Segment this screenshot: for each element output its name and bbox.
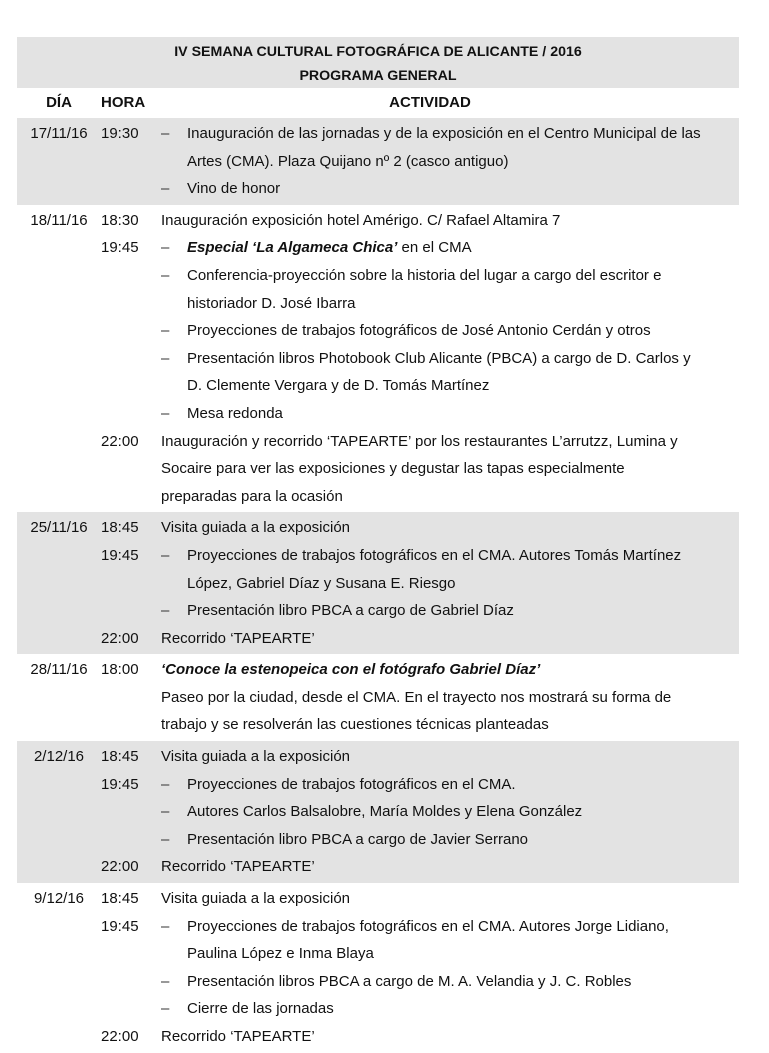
bullet-dash: – [161,1000,170,1018]
title-block [17,37,739,88]
day-cell: 28/11/16 [30,661,88,679]
day-group [17,118,739,205]
bullet-item [161,262,739,317]
activity-line: Visita guiada a la exposición [161,519,351,537]
table-row [17,625,739,653]
bullet-dash: – [161,349,170,367]
bullet-dash: – [161,546,170,564]
hour-cell: 19:45 [101,917,139,935]
activity-line: Inauguración exposición hotel Amérigo. C/ Rafael Altamira 7 [161,211,561,229]
hour-cell: 18:45 [101,519,139,537]
bullet-text [187,400,739,428]
activity-line: Presentación libro PBCA a cargo de Gabriel Díaz [187,602,514,620]
highlight-activity [161,656,739,684]
table-row [17,120,739,203]
hour-cell: 19:30 [101,125,139,142]
document-title: IV SEMANA CULTURAL FOTOGRÁFICA DE ALICANTE / 2016 [174,44,582,60]
bullet-item [161,968,739,996]
plain-activity [161,514,739,542]
bullet-item [161,995,739,1023]
activity-line: Artes (CMA). Plaza Quijano nº 2 (casco antiguo) [187,152,509,170]
day-cell: 9/12/16 [33,890,85,908]
bullet-dash: – [161,972,170,990]
table-row [17,656,739,739]
table-row [17,207,739,235]
activity-line: D. Clemente Vergara y de D. Tomás Martínez [187,377,490,395]
activity-line: Socaire para ver las exposiciones y degustar las tapas especialmente [161,460,625,478]
bullet-dash: – [161,180,170,198]
activity-line: Recorrido ‘TAPEARTE’ [161,1028,315,1045]
activity-text: en el CMA [397,239,472,257]
bullet-item [161,400,739,428]
plain-activity [161,1023,739,1051]
header-day: DÍA [46,94,72,111]
bullet-dash: – [161,266,170,284]
activity-line: Presentación libros Photobook Club Alicante (PBCA) a cargo de D. Carlos y [187,349,691,367]
activity-line: Proyecciones de trabajos fotográficos en el CMA. [187,775,516,793]
bullet-item [161,175,739,203]
activity-cell [161,743,739,771]
bullet-dash: – [161,602,170,620]
bullet-item [161,120,739,175]
activity-line: Paulina López e Inma Blaya [187,945,374,963]
activity-cell [161,428,739,511]
bullet-text [187,542,739,597]
day-group [17,512,739,654]
hour-cell: 22:00 [101,1028,139,1045]
day-group [17,883,739,1053]
activity-line: López, Gabriel Díaz y Susana E. Riesgo [187,574,456,592]
bullet-text [187,597,739,625]
hour-cell: 19:45 [101,546,139,564]
bullet-dash: – [161,917,170,935]
plain-activity [161,743,739,771]
day-group [17,654,739,741]
bullet-item [161,771,739,799]
activity-line: Presentación libros PBCA a cargo de M. A. Velandia y J. C. Robles [187,972,632,990]
table-row [17,1023,739,1051]
activity-line: historiador D. José Ibarra [187,294,356,312]
activity-line: Autores Carlos Balsalobre, María Moldes y Elena González [187,803,583,821]
bullet-text [187,826,739,854]
hour-cell: 22:00 [101,858,139,876]
activity-line [187,234,739,262]
plain-activity [161,853,739,881]
activity-line: Proyecciones de trabajos fotográficos en el CMA. Autores Jorge Lidiano, [187,917,669,935]
program-document [17,37,739,1053]
bullet-item [161,597,739,625]
activity-line: Paseo por la ciudad, desde el CMA. En el trayecto nos mostrará su forma de [161,688,672,706]
table-row [17,885,739,913]
activity-line: Inauguración y recorrido ‘TAPEARTE’ por los restaurantes L’arrutzz, Lumina y [161,432,678,450]
bullet-text [187,913,739,968]
bullet-text [187,262,739,317]
activity-line: Recorrido ‘TAPEARTE’ [161,629,315,647]
day-group [17,205,739,513]
activity-line: Vino de honor [187,180,281,198]
activity-line: Presentación libro PBCA a cargo de Javier Serrano [187,830,529,848]
activity-cell [161,207,739,235]
plain-activity [161,684,739,739]
table-row [17,234,739,427]
bullet-text [187,995,739,1023]
header-hour: HORA [101,94,146,111]
activity-cell [161,542,739,625]
bullet-item [161,317,739,345]
hour-cell: 18:00 [101,661,139,679]
bullet-item [161,542,739,597]
activity-cell [161,1023,739,1051]
plain-activity [161,207,739,235]
bullet-item [161,345,739,400]
hour-cell: 18:45 [101,748,139,766]
activity-line: Visita guiada a la exposición [161,890,351,908]
bullet-item [161,913,739,968]
day-group [17,741,739,883]
bullet-dash: – [161,239,170,257]
activity-line: ‘Conoce la estenopeica con el fotógrafo Gabriel Díaz’ [161,661,541,679]
plain-activity [161,428,739,511]
bullet-text [187,968,739,996]
day-cell: 17/11/16 [30,125,88,142]
table-row [17,743,739,771]
bullet-text [187,798,739,826]
activity-cell [161,625,739,653]
bullet-dash: – [161,125,170,142]
schedule-table [17,118,739,1053]
table-row [17,514,739,542]
table-row [17,853,739,881]
bullet-dash: – [161,322,170,340]
plain-activity [161,885,739,913]
plain-activity [161,625,739,653]
bullet-dash: – [161,775,170,793]
bullet-text [187,234,739,262]
activity-cell [161,234,739,427]
day-cell: 18/11/16 [30,211,88,229]
hour-cell: 18:30 [101,211,139,229]
activity-cell [161,913,739,1023]
activity-cell [161,853,739,881]
activity-line: preparadas para la ocasión [161,487,343,505]
bullet-item [161,234,739,262]
day-cell: 25/11/16 [30,519,88,537]
activity-line: Cierre de las jornadas [187,1000,334,1018]
activity-line: Mesa redonda [187,404,283,422]
activity-line: Visita guiada a la exposición [161,748,351,766]
hour-cell: 22:00 [101,629,139,647]
bullet-dash: – [161,830,170,848]
bullet-dash: – [161,404,170,422]
bullet-item [161,826,739,854]
activity-line: trabajo y se resolverán las cuestiones técnicas planteadas [161,716,549,734]
hour-cell: 18:45 [101,890,139,908]
emphasized-text: Especial ‘La Algameca Chica’ [187,239,398,257]
bullet-dash: – [161,803,170,821]
header-activity: ACTIVIDAD [389,94,471,111]
hour-cell: 22:00 [101,432,139,450]
bullet-text [187,771,739,799]
table-row [17,428,739,511]
activity-line: Recorrido ‘TAPEARTE’ [161,858,315,876]
bullet-text [187,345,739,400]
activity-line: Proyecciones de trabajos fotográficos en el CMA. Autores Tomás Martínez [187,546,682,564]
table-row [17,771,739,854]
table-row [17,913,739,1023]
activity-cell [161,514,739,542]
table-row [17,542,739,625]
activity-cell [161,771,739,854]
table-header [17,88,739,118]
bullet-text [187,175,739,203]
activity-cell [161,656,739,739]
hour-cell: 19:45 [101,239,139,257]
activity-line: Inauguración de las jornadas y de la exposición en el Centro Municipal de las [187,125,701,142]
document-subtitle: PROGRAMA GENERAL [299,68,457,84]
bullet-text [187,317,739,345]
hour-cell: 19:45 [101,775,139,793]
day-cell: 2/12/16 [33,748,85,766]
activity-cell [161,885,739,913]
bullet-text [187,120,739,175]
activity-line: Proyecciones de trabajos fotográficos de José Antonio Cerdán y otros [187,322,651,340]
bullet-item [161,798,739,826]
activity-line: Conferencia-proyección sobre la historia del lugar a cargo del escritor e [187,266,662,284]
activity-cell [161,120,739,203]
